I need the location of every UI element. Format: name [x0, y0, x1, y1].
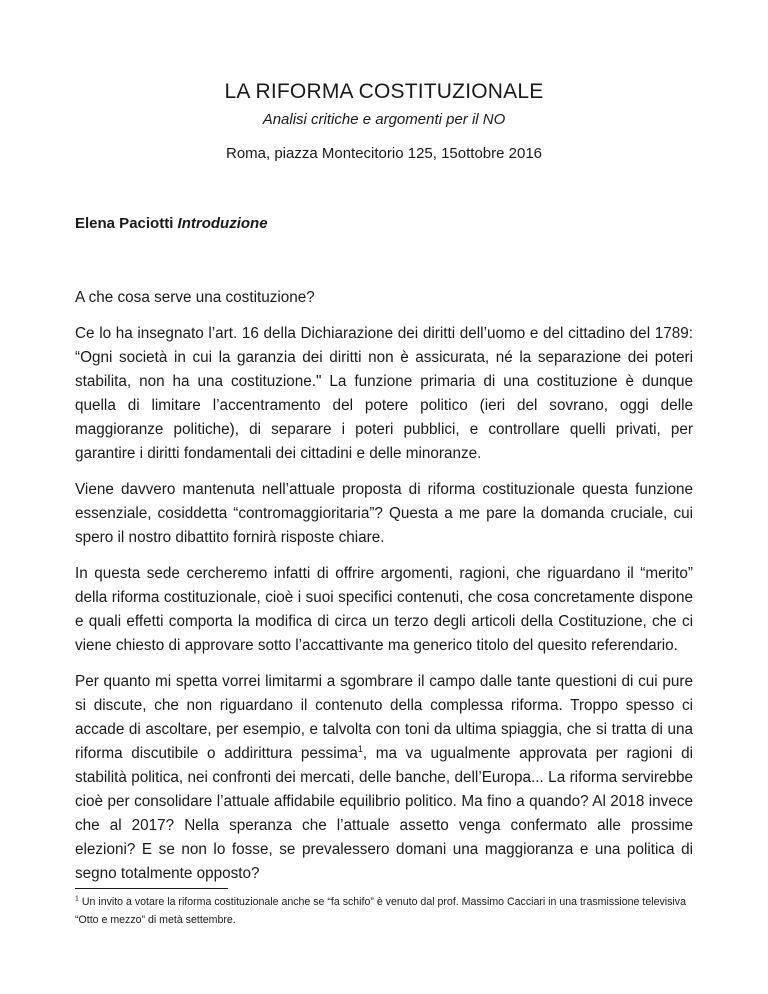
paragraph-text: , ma va ugualmente approvata per ragioni di stabilità politica, nei confronti dei mercati, delle banche, dell’Europa... La riforma servirebbe cioè per consolidare l’attuale affidabile equilibrio politico. Ma fino a quando? Al 2018 invece che al 2017? Nella speranza che l’attuale assetto venga confermato alle prossime elezioni? E se non lo fosse, se prevalessero domani una maggioranza e una politica di segno totalmente opposto?	[75, 745, 693, 882]
footnote-number: 1	[75, 895, 79, 903]
event-venue-date: Roma, piazza Montecitorio 125, 15ottobre 2016	[225, 145, 543, 162]
footnote-separator	[75, 888, 228, 889]
paragraph: A che cosa serve una costituzione?	[75, 289, 315, 306]
document-title: LA RIFORMA COSTITUZIONALE	[224, 80, 544, 103]
document-subtitle: Analisi critiche e argomenti per il NO	[262, 111, 506, 128]
paragraph: Ce lo ha insegnato l’art. 16 della Dichiarazione dei diritti dell’uomo e del cittadino del 1789: “Ogni società in cui la garanzia dei diritti non è assicurata, né la separazione dei poteri stabilita, non ha una costituzione." La funzione primaria di una costituzione è dunque quella di limitare l’accentramento del potere politico (ieri del sovrano, oggi delle maggioranze politiche), di separare i poteri pubblici, e controllare quelli privati, per garantire i diritti fondamentali dei cittadini e delle minoranze.	[75, 325, 693, 462]
paragraph-text: Per quanto mi spetta vorrei limitarmi a sgombrare il campo dalle tante questioni di cui pure si discute, che non riguardano il contenuto della complessa riforma. Troppo spesso ci accade di ascoltare, per esempio, e talvolta con toni da ultima spiaggia, che si tratta di una riforma discutibile o addirittura pessima	[75, 673, 693, 762]
footnote-text: Un invito a votare la riforma costituzionale anche se “fa schifo” è venuto dal prof. Massimo Cacciari in una trasmissione televisiva “Otto e mezzo” di metà settembre.	[75, 896, 686, 926]
body-text	[75, 286, 693, 886]
paragraph	[75, 670, 693, 886]
author-name: Elena Paciotti	[75, 215, 174, 232]
section-title: Introduzione	[177, 215, 268, 232]
paragraph: In questa sede cercheremo infatti di offrire argomenti, ragioni, che riguardano il “merito” della riforma costituzionale, cioè i suoi specifici contenuti, che cosa concretamente dispone e quali effetti comporta la modifica di circa un terzo degli articoli della Costituzione, che ci viene chiesto di approvare sotto l’accattivante ma generico titolo del quesito referendario.	[75, 565, 693, 654]
footnote-reference[interactable]: 1	[357, 743, 363, 754]
paragraph: Viene davvero mantenuta nell’attuale proposta di riforma costituzionale questa funzione essenziale, cosiddetta “contromaggioritaria”? Questa a me pare la domanda cruciale, cui spero il nostro dibattito fornirà risposte chiare.	[75, 481, 693, 546]
author-line	[75, 215, 693, 232]
footnote	[75, 893, 693, 929]
